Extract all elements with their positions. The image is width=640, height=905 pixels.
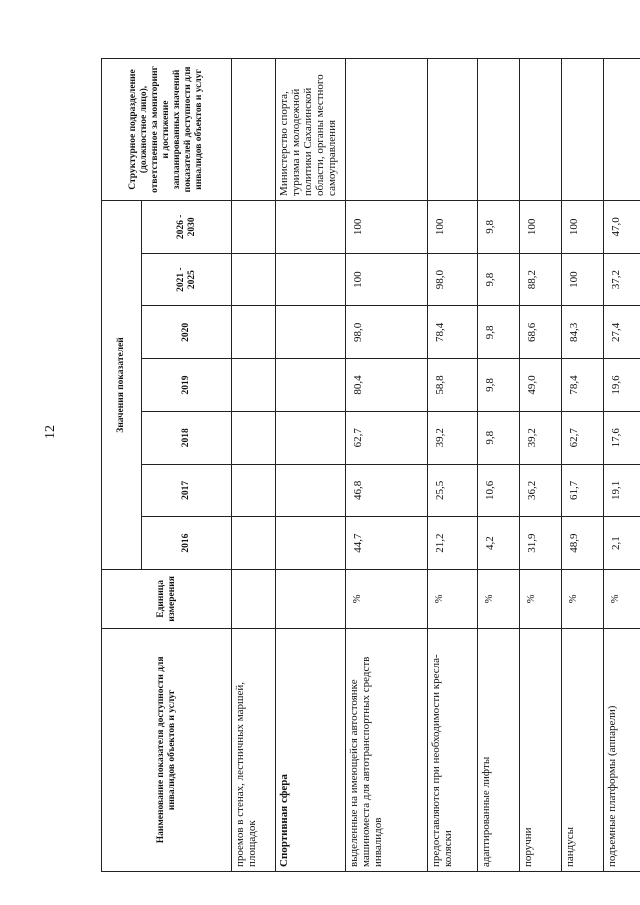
page-number: 12 [43, 425, 58, 439]
responsible-cell: Министерство спорта, туризма и молодежной политики Сахалинской области, органы местного самоуправления [276, 59, 346, 201]
value-cell: 78,4 [562, 359, 604, 412]
table-row [562, 59, 604, 872]
value-cell: 68,6 [520, 306, 562, 359]
value-cell [276, 464, 346, 517]
indicator-name: Спортивная сфера [276, 628, 346, 871]
indicator-name: предоставляются при необходимости кресла-коляски [428, 628, 478, 871]
header-responsible: Структурное подразделение (должностное лицо), ответственное за мониторинг и достижение запланированных значений показателей доступности для инвалидов объектов и услуг [102, 59, 232, 201]
header-year: 2018 [142, 411, 232, 464]
value-cell: 88,2 [520, 253, 562, 306]
unit-cell: % [478, 569, 520, 628]
indicator-name: подъемные платформы (аппарели) [604, 628, 640, 871]
value-cell: 58,8 [428, 359, 478, 412]
value-cell: 25,5 [428, 464, 478, 517]
value-cell: 47,0 [604, 200, 640, 253]
unit-cell: % [428, 569, 478, 628]
value-cell: 39,2 [428, 411, 478, 464]
header-year: 2016 [142, 517, 232, 570]
table-row [232, 59, 276, 872]
value-cell [276, 517, 346, 570]
value-cell: 31,9 [520, 517, 562, 570]
value-cell: 39,2 [520, 411, 562, 464]
unit-cell: % [562, 569, 604, 628]
value-cell: 19,1 [604, 464, 640, 517]
value-cell: 80,4 [346, 359, 428, 412]
unit-cell: % [346, 569, 428, 628]
value-cell: 84,3 [562, 306, 604, 359]
value-cell [276, 200, 346, 253]
accessibility-indicators-table [101, 58, 640, 872]
value-cell: 100 [428, 200, 478, 253]
value-cell [232, 464, 276, 517]
value-cell: 48,9 [562, 517, 604, 570]
value-cell: 2,1 [604, 517, 640, 570]
header-unit: Единица измерения [102, 569, 232, 628]
value-cell [276, 306, 346, 359]
indicator-name: проемов в стенах, лестничных маршей, площадок [232, 628, 276, 871]
responsible-cell [520, 59, 562, 201]
table-row [604, 59, 640, 872]
value-cell: 62,7 [562, 411, 604, 464]
value-cell: 46,8 [346, 464, 428, 517]
responsible-cell [478, 59, 520, 201]
value-cell [276, 253, 346, 306]
table-row [428, 59, 478, 872]
value-cell: 17,6 [604, 411, 640, 464]
indicator-name: выделенные на имеющейся автостоянке машиноместа для автотранспортных средств инвалидов [346, 628, 428, 871]
value-cell [232, 253, 276, 306]
header-values-group: Значения показателей [102, 200, 142, 569]
value-cell [232, 200, 276, 253]
indicator-name: пандусы [562, 628, 604, 871]
indicator-name: поручни [520, 628, 562, 871]
value-cell [232, 359, 276, 412]
header-year: 2020 [142, 306, 232, 359]
value-cell: 62,7 [346, 411, 428, 464]
unit-cell: % [520, 569, 562, 628]
indicator-name: адаптированные лифты [478, 628, 520, 871]
table-body [232, 59, 640, 872]
value-cell: 9,8 [478, 359, 520, 412]
value-cell: 4,2 [478, 517, 520, 570]
header-year: 2026 - 2030 [142, 200, 232, 253]
value-cell [232, 517, 276, 570]
value-cell: 27,4 [604, 306, 640, 359]
responsible-cell [346, 59, 428, 201]
value-cell: 9,8 [478, 306, 520, 359]
table-row [276, 59, 346, 872]
value-cell: 100 [520, 200, 562, 253]
value-cell: 100 [346, 200, 428, 253]
value-cell: 49,0 [520, 359, 562, 412]
unit-cell [232, 569, 276, 628]
value-cell: 100 [346, 253, 428, 306]
value-cell [232, 306, 276, 359]
responsible-cell [604, 59, 640, 201]
responsible-cell [562, 59, 604, 201]
value-cell: 19,6 [604, 359, 640, 412]
header-year: 2017 [142, 464, 232, 517]
value-cell: 9,8 [478, 200, 520, 253]
value-cell [276, 359, 346, 412]
responsible-cell [428, 59, 478, 201]
value-cell: 9,8 [478, 411, 520, 464]
value-cell: 61,7 [562, 464, 604, 517]
value-cell: 100 [562, 200, 604, 253]
table-row [478, 59, 520, 872]
value-cell: 10,6 [478, 464, 520, 517]
rotated-table-container [101, 58, 622, 872]
value-cell: 100 [562, 253, 604, 306]
header-year: 2021 - 2025 [142, 253, 232, 306]
value-cell: 78,4 [428, 306, 478, 359]
value-cell: 44,7 [346, 517, 428, 570]
value-cell: 37,2 [604, 253, 640, 306]
value-cell: 98,0 [346, 306, 428, 359]
table-row [520, 59, 562, 872]
table-row [346, 59, 428, 872]
value-cell: 36,2 [520, 464, 562, 517]
unit-cell [276, 569, 346, 628]
value-cell [276, 411, 346, 464]
header-name: Наименование показателя доступности для инвалидов объектов и услуг [102, 628, 232, 871]
value-cell: 9,8 [478, 253, 520, 306]
value-cell: 98,0 [428, 253, 478, 306]
value-cell [232, 411, 276, 464]
responsible-cell [232, 59, 276, 201]
header-year: 2019 [142, 359, 232, 412]
value-cell: 21,2 [428, 517, 478, 570]
unit-cell: % [604, 569, 640, 628]
